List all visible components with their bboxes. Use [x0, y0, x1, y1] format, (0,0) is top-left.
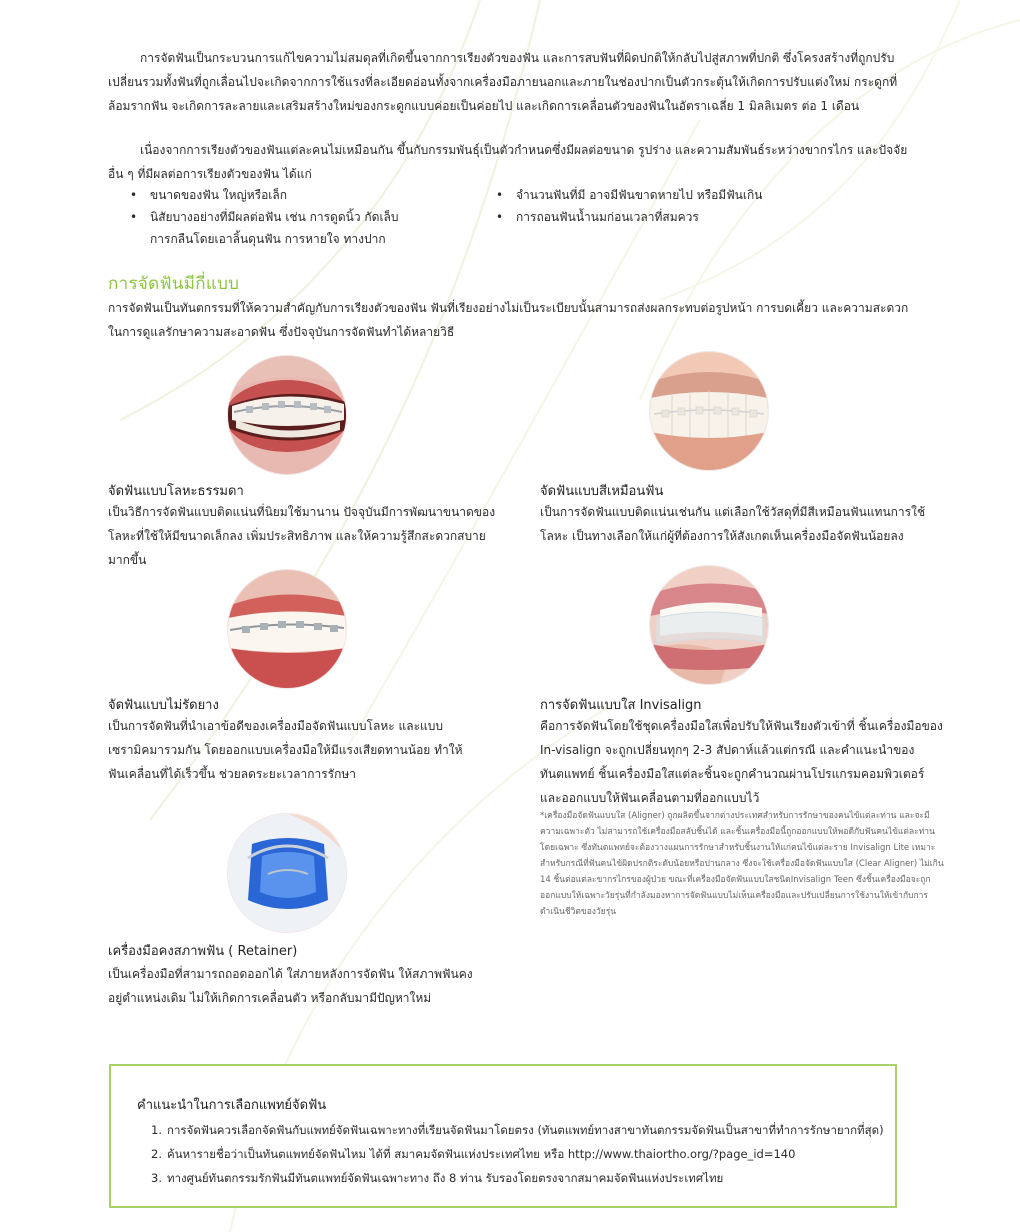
invisalign-description: คือการจัดฟันโดยใช้ชุดเครื่องมือใสเพื่อปรับให้ฟันเรียงตัวเข้าที่ ชิ้นเครื่องมือของ In-visalign จะถูกเปลี่ยนทุกๆ 2-3 สัปดาห์แล้วแต่กรณี และคำแนะนำของทันตแพทย์ ชิ้นเครื่องมือใสแต่ละชิ้นจะถูกคำนวณผ่านโปรแกรมคอมพิวเตอร์และออกแบบให้ฟันเคลื่อนตามที่ออกแบบไว้ [540, 719, 943, 805]
invisalign-title: การจัดฟันแบบใส Invisalign [540, 698, 702, 713]
retainer-description: เป็นเครื่องมือที่สามารถถอดออกได้ ใส่ภายหลังการจัดฟัน ให้สภาพฟันคงอยู่ตำแหน่งเดิม ไม่ให้เกิดการเคลื่อนตัว หรือกลับมามีปัญหาใหม่ [108, 967, 473, 1005]
advice-list [151, 1118, 884, 1190]
advice-item [151, 1118, 884, 1142]
metal-braces-photo [228, 356, 346, 474]
factor-text: • ขนาดของฟัน ใหญ่หรือเล็ก [150, 188, 287, 202]
ceramic-braces-photo [650, 352, 768, 470]
section-heading: การจัดฟันมีกี่แบบ [108, 274, 240, 294]
advice-item-text: ค้นหารายชื่อว่าเป็นทันตแพทย์จัดฟันไหม ได้ที่ สมาคมจัดฟันแห่งประเทศไทย หรือ http://www.thaiortho.org/?page_id=140 [167, 1147, 796, 1161]
invisalign-footnote: *เครื่องมือจัดฟันแบบใส (Aligner) ถูกผลิตขึ้นจากต่างประเทศสำหรับการรักษาของคนไข้แต่ละท่าน และจะมีความเฉพาะตัว ไม่สามารถใช้เครื่องมือสลับชิ้นได้ และชิ้นเครื่องมือนี้ถูกออกแบบให้พอดีกับฟันคนไข้แต่ละท่านโดยเฉพาะ ซึ่งทันตแพทย์จะต้องวางแผนการรักษาสำหรับชิ้นงานให้แก่คนไข้แต่ละราย Invisalign Lite เหมาะสำหรับกรณีที่ฟันคนไข้ผิดปรกติระดับน้อยหรือปานกลาง ซึ่งจะใช้เครื่องมือจัดฟันแบบใส (Clear Aligner) ไม่เกิน 14 ชิ้นต่อแต่ละขากรไกรของผู้ป่วย ขณะที่เครื่องมือจัดฟันแบบใสชนิดInvisalign Teen ซึ่งชิ้นเครื่องมือจะถูกออกแบบให้เฉพาะวัยรุ่นที่กำลังมองหาการจัดฟันแบบไม่เห็นเครื่องมือและปรับเปลี่ยนการใช้งานให้เข้ากับการดำเนินชีวิตของวัยรุ่น [540, 811, 944, 917]
factor-text-continued: การกลืนโดยเอาลิ้นดุนฟัน การหายใจ ทางปาก [150, 232, 386, 246]
factor-item [474, 206, 894, 228]
advice-item [151, 1142, 884, 1166]
metal-braces-title: จัดฟันแบบโลหะธรรมดา [108, 484, 244, 499]
advice-item-number: 3. [151, 1171, 162, 1185]
ceramic-braces-description: เป็นการจัดฟันแบบติดแน่นเช่นกัน แต่เลือกใช้วัสดุที่มีสีเหมือนฟันแทนการใช้โลหะ เป็นทางเลือกให้แก่ผู้ที่ต้องการให้สังเกตเห็นเครื่องมือจัดฟันน้อยลง [540, 505, 926, 543]
advice-item-number: 2. [151, 1147, 162, 1161]
factor-text: • การถอนฟันน้ำนมก่อนเวลาที่สมควร [516, 210, 699, 224]
intro-paragraph-1: การจัดฟันเป็นกระบวนการแก้ไขความไม่สมดุลที่เกิดขึ้นจากการเรียงตัวของฟัน และการสบฟันที่ผิดปกติให้กลับไปสู่สภาพที่ปกติ ซึ่งโครงสร้างที่ถูกปรับเปลี่ยนรวมทั้งฟันที่ถูกเลื่อนไปจะเกิดจากการใช้แรงที่ละเอียดอ่อนทั้งจากเครื่องมือภายนอกและภายในช่องปากเป็นตัวกระตุ้นให้เกิดการปรับแต่งใหม่ กระดูกที่ล้อมรากฟัน จะเกิดการละลายและเสริมสร้างใหม่ของกระดูกแบบค่อยเป็นค่อยไป และเกิดการเคลื่อนตัวของฟันในอัตราเฉลี่ย 1 มิลลิเมตร ต่อ 1 เดือน [108, 51, 898, 113]
ceramic-braces-title: จัดฟันแบบสีเหมือนฟัน [540, 484, 664, 499]
advice-title: คำแนะนำในการเลือกแพทย์จัดฟัน [137, 1098, 327, 1113]
retainer-title: เครื่องมือคงสภาพฟัน ( Retainer) [108, 944, 298, 959]
self-ligating-description: เป็นการจัดฟันที่นำเอาข้อดีของเครื่องมือจัดฟันแบบโลหะ และแบบเซรามิคมารวมกัน โดยออกแบบเครื่องมือให้มีแรงเสียดทานน้อย ทำให้ฟันเคลื่อนที่ได้เร็วขึ้น ช่วยลดระยะเวลาการรักษา [108, 719, 463, 781]
advice-item-text: ทางศูนย์ทันตกรรมรักฟันมีทันตแพทย์จัดฟันเฉพาะทาง ถึง 8 ท่าน รับรองโดยตรงจากสมาคมจัดฟันแห่งประเทศไทย [167, 1171, 724, 1185]
factor-item [108, 206, 488, 250]
intro-paragraph-2: เนื่องจากการเรียงตัวของฟันแต่ละคนไม่เหมือนกัน ขึ้นกับกรรมพันธุ์เป็นตัวกำหนดซึ่งมีผลต่อขนาด รูปร่าง และความสัมพันธ์ระหว่างขากรไกร และปัจจัยอื่น ๆ ที่มีผลต่อการเรียงตัวของฟัน ได้แก่ [108, 143, 908, 181]
advice-box [109, 1064, 897, 1208]
advice-item [151, 1166, 884, 1190]
self-ligating-title: จัดฟันแบบไม่รัดยาง [108, 698, 219, 713]
advice-item-text: การจัดฟันควรเลือกจัดฟันกับแพทย์จัดฟันเฉพาะทางที่เรียนจัดฟันมาโดยตรง (ทันตแพทย์ทางสาขาทันตกรรมจัดฟันเป็นสาขาที่ทำการรักษายากที่สุด) [167, 1123, 884, 1137]
factors-left-column [108, 184, 488, 250]
retainer-photo [228, 814, 346, 932]
factor-text: • นิสัยบางอย่างที่มีผลต่อฟัน เช่น การดูดนิ้ว กัดเล็บ [150, 210, 399, 224]
factor-item [108, 184, 488, 206]
factors-right-column [474, 184, 894, 228]
advice-item-number: 1. [151, 1123, 162, 1137]
self-ligating-braces-photo [228, 570, 346, 688]
metal-braces-description: เป็นวิธีการจัดฟันแบบติดแน่นที่นิยมใช้มานาน ปัจจุบันมีการพัฒนาขนาดของโลหะที่ใช้ให้มีขนาดเล็กลง เพิ่มประสิทธิภาพ และให้ความรู้สึกสะดวกสบายมากขึ้น [108, 505, 496, 567]
factor-text: • จำนวนฟันที่มี อาจมีฟันขาดหายไป หรือมีฟันเกิน [516, 188, 763, 202]
factor-item [474, 184, 894, 206]
invisalign-photo [650, 566, 768, 684]
section-intro: การจัดฟันเป็นทันตกรรมที่ให้ความสำคัญกับการเรียงตัวของฟัน ฟันที่เรียงอย่างไม่เป็นระเบียบนั้นสามารถส่งผลกระทบต่อรูปหน้า การบดเคี้ยว และความสะดวกในการดูแลรักษาความสะอาดฟัน ซึ่งปัจจุบันการจัดฟันทำได้หลายวิธี [108, 301, 909, 339]
